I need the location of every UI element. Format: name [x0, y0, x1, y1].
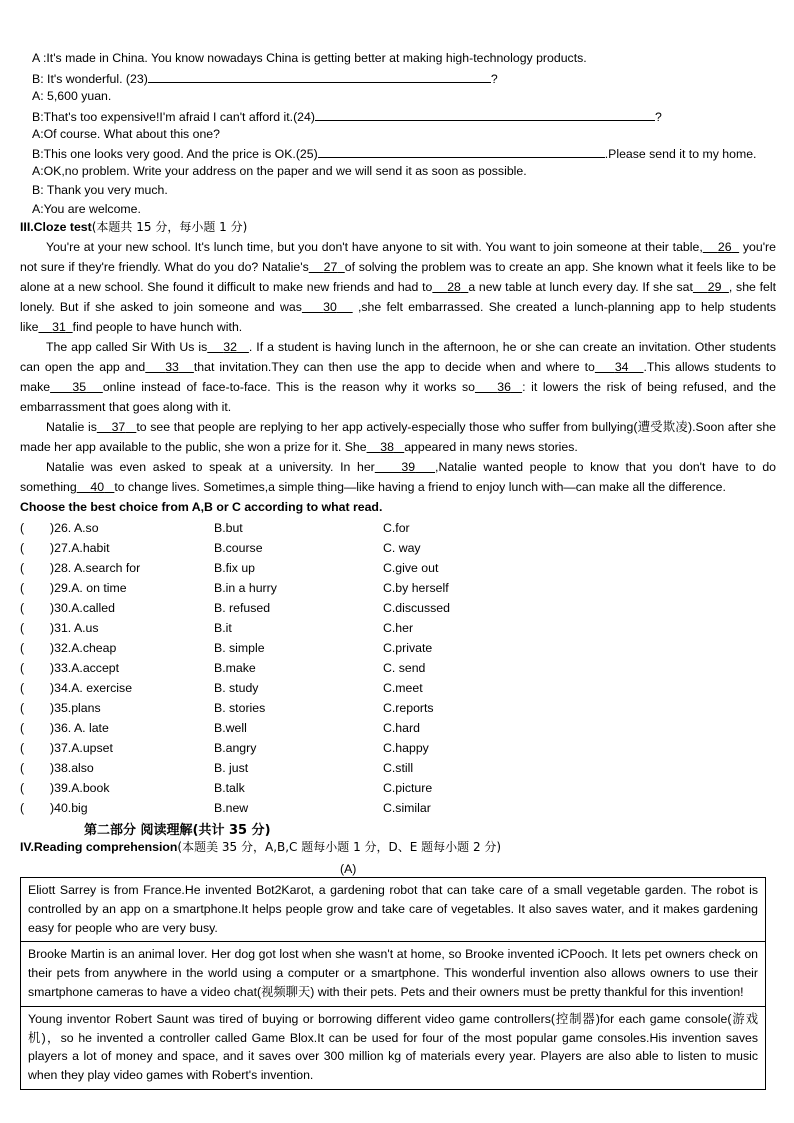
- option-27-c[interactable]: C. way: [383, 541, 421, 555]
- reading-passage-box: [20, 877, 766, 1090]
- option-row-37: (: [20, 741, 25, 755]
- option-35-a[interactable]: )35.plans: [50, 701, 101, 715]
- option-row-34: (: [20, 681, 25, 695]
- option-29-a[interactable]: )29.A. on time: [50, 581, 127, 595]
- option-34-a[interactable]: )34.A. exercise: [50, 681, 133, 695]
- option-26-a[interactable]: )26. A.so: [50, 521, 99, 535]
- option-31-a[interactable]: )31. A.us: [50, 621, 99, 635]
- option-row-33: (: [20, 661, 25, 675]
- dialogue-line: A:OK,no problem. Write your address on the paper and we will send it as soon as possible.: [32, 164, 527, 178]
- option-30-a[interactable]: )30.A.called: [50, 601, 115, 615]
- option-39-a[interactable]: )39.A.book: [50, 781, 110, 795]
- option-31-b[interactable]: B.it: [214, 621, 232, 635]
- option-26-c[interactable]: C.for: [383, 521, 410, 535]
- dialogue-line: A:Of course. What about this one?: [32, 127, 220, 141]
- cloze-blank-27: 27: [323, 260, 338, 274]
- dialogue-line: A: 5,600 yuan.: [32, 89, 112, 103]
- option-40-b[interactable]: B.new: [214, 801, 249, 815]
- option-32-b[interactable]: B. simple: [214, 641, 265, 655]
- option-39-b[interactable]: B.talk: [214, 781, 245, 795]
- cloze-blank-29: 29: [707, 280, 722, 294]
- cloze-blank-32: 32: [223, 340, 237, 354]
- answer-blank-23[interactable]: [148, 70, 491, 83]
- option-30-c[interactable]: C.discussed: [383, 601, 450, 615]
- cloze-blank-31: 31: [52, 320, 66, 334]
- option-row-35: (: [20, 701, 25, 715]
- option-33-a[interactable]: )33.A.accept: [50, 661, 120, 675]
- option-row-36: (: [20, 721, 25, 735]
- cloze-heading: III.Cloze test(本题共 15 分，每小题 1 分): [20, 220, 248, 234]
- part-two-title: 第二部分 阅读理解(共计 35 分): [84, 823, 271, 838]
- option-33-c[interactable]: C. send: [383, 661, 426, 675]
- option-row-26: (: [20, 521, 25, 535]
- option-36-b[interactable]: B.well: [214, 721, 247, 735]
- cloze-paragraph-2: The app called Sir With Us is 32 . If a student is having lunch in the afternoon, he or she can create an invitation. Other students can open the app and 33 that invitation.They can then use the app to decide when and where to 34 .This allows students to make 35 online instead of face-to-face. This is the reason why it works so 36 : it lowers the risk of being refused, and the embarrassment that goes along with it.: [20, 340, 777, 414]
- dialogue-line: B: Thank you very much.: [32, 183, 168, 197]
- section-a-label: (A): [340, 862, 357, 876]
- dialogue-line: A:You are welcome.: [32, 202, 141, 216]
- dialogue-line: B:This one looks very good. And the price is OK.(25) .Please send it to my home.: [32, 147, 757, 161]
- option-27-b[interactable]: B.course: [214, 541, 263, 555]
- passage-eliott-sarrey: Eliott Sarrey is from France.He invented Bot2Karot, a gardening robot that can take care of a small vegetable garden. The robot is controlled by an app on a smartphone.It helps people grow and take care of vegetables. It also saves water, and it makes gardening easy for people who are very busy.: [21, 878, 765, 942]
- option-row-30: (: [20, 601, 25, 615]
- option-27-a[interactable]: )27.A.habit: [50, 541, 110, 555]
- answer-blank-24[interactable]: [315, 108, 655, 121]
- cloze-blank-36: 36: [497, 380, 511, 394]
- cloze-blank-33: 33: [165, 360, 179, 374]
- cloze-blank-34: 34: [614, 360, 629, 374]
- option-32-a[interactable]: )32.A.cheap: [50, 641, 117, 655]
- option-row-28: (: [20, 561, 25, 575]
- option-28-b[interactable]: B.fix up: [214, 561, 256, 575]
- option-29-b[interactable]: B.in a hurry: [214, 581, 277, 595]
- option-29-c[interactable]: C.by herself: [383, 581, 449, 595]
- option-row-27: (: [20, 541, 25, 555]
- option-26-b[interactable]: B.but: [214, 521, 243, 535]
- option-32-c[interactable]: C.private: [383, 641, 433, 655]
- option-row-29: (: [20, 581, 25, 595]
- option-row-31: (: [20, 621, 25, 635]
- cloze-blank-28: 28: [447, 280, 461, 294]
- option-39-c[interactable]: C.picture: [383, 781, 433, 795]
- option-35-b[interactable]: B. stories: [214, 701, 266, 715]
- option-row-39: (: [20, 781, 25, 795]
- option-36-c[interactable]: C.hard: [383, 721, 420, 735]
- option-28-a[interactable]: )28. A.search for: [50, 561, 141, 575]
- cloze-paragraph-1: You're at your new school. It's lunch time, but you don't have anyone to sit with. You want to join someone at their table, 26 you're not sure if they're friendly. What do you do? Natalie's 27 of solving the problem was to create an app. She known what it feels like to be alone at a new school. She found it difficult to make new friends and had to 28 a new table at lunch every day. If she sat 29 , she felt lonely. But if she asked to join someone and was 30 ,she felt embarrassed. She created a lunch-planning app to help students like 31 find people to have hunch with.: [20, 240, 777, 334]
- option-34-c[interactable]: C.meet: [383, 681, 423, 695]
- passage-brooke-martin: Brooke Martin is an animal lover. Her dog got lost when she wasn't at home, so Brooke invented iCPooch. It lets pet owners check on their pets from anywhere in the world using a computer or a smartphone. This wonderful invention also allows owners to use their smartphone cameras to have a video chat(视频聊天) with their pets. Pets and their owners must be pretty thankful for this invention!: [21, 942, 765, 1006]
- option-28-c[interactable]: C.give out: [383, 561, 439, 575]
- cloze-blank-35: 35: [72, 380, 87, 394]
- dialogue-line: B: It's wonderful. (23) ?: [32, 72, 498, 86]
- cloze-blank-38: 38: [380, 440, 394, 454]
- cloze-paragraph-3: Natalie is 37 to see that people are replying to her app actively-especially those who suffer from bullying(遭受欺凌).Soon after she made her app available to the public, she won a prize for it. She 38 appeared in many news stories.: [20, 420, 776, 454]
- option-35-c[interactable]: C.reports: [383, 701, 434, 715]
- option-37-c[interactable]: C.happy: [383, 741, 429, 755]
- answer-blank-25[interactable]: [318, 145, 605, 158]
- option-row-32: (: [20, 641, 25, 655]
- option-38-a[interactable]: )38.also: [50, 761, 94, 775]
- option-37-b[interactable]: B.angry: [214, 741, 257, 755]
- dialogue-line: A :It's made in China. You know nowadays China is getting better at making high-technology products.: [32, 51, 587, 65]
- cloze-blank-37: 37: [111, 420, 126, 434]
- cloze-blank-30: 30: [323, 300, 337, 314]
- cloze-blank-39: 39: [401, 460, 416, 474]
- option-40-a[interactable]: )40.big: [50, 801, 88, 815]
- cloze-blank-26: 26: [717, 240, 732, 254]
- option-31-c[interactable]: C.her: [383, 621, 414, 635]
- option-34-b[interactable]: B. study: [214, 681, 259, 695]
- cloze-paragraph-4: Natalie was even asked to speak at a university. In her 39 ,Natalie wanted people to know that you don't have to do something 40 to change lives. Sometimes,a simple thing—like having a friend to enjoy lunch with—can make all the difference.: [20, 460, 776, 494]
- option-38-b[interactable]: B. just: [214, 761, 249, 775]
- option-33-b[interactable]: B.make: [214, 661, 256, 675]
- dialogue-line: B:That's too expensive!I'm afraid I can't afford it.(24) ?: [32, 110, 662, 124]
- passage-robert-saunt: Young inventor Robert Saunt was tired of buying or borrowing different video game controllers(控制器)for each game console(游戏机)，so he invented a controller called Game Blox.It can be used for four of the most popular game consoles.His invention saves players a lot of money and space, and it saves over 300 million kg of materials every year. Players are also able to listen to music when they play video games with Robert's invention.: [28, 1011, 758, 1083]
- option-row-38: (: [20, 761, 25, 775]
- option-40-c[interactable]: C.similar: [383, 801, 431, 815]
- cloze-instruction: Choose the best choice from A,B or C according to what read.: [20, 500, 383, 514]
- option-row-40: (: [20, 801, 25, 815]
- cloze-blank-40: 40: [90, 480, 105, 494]
- reading-heading: IV.Reading comprehension(本题美 35 分，A,B,C 题每小题 1 分，D、E 题每小题 2 分): [20, 840, 502, 854]
- option-30-b[interactable]: B. refused: [214, 601, 271, 615]
- option-38-c[interactable]: C.still: [383, 761, 414, 775]
- option-36-a[interactable]: )36. A. late: [50, 721, 109, 735]
- option-37-a[interactable]: )37.A.upset: [50, 741, 113, 755]
